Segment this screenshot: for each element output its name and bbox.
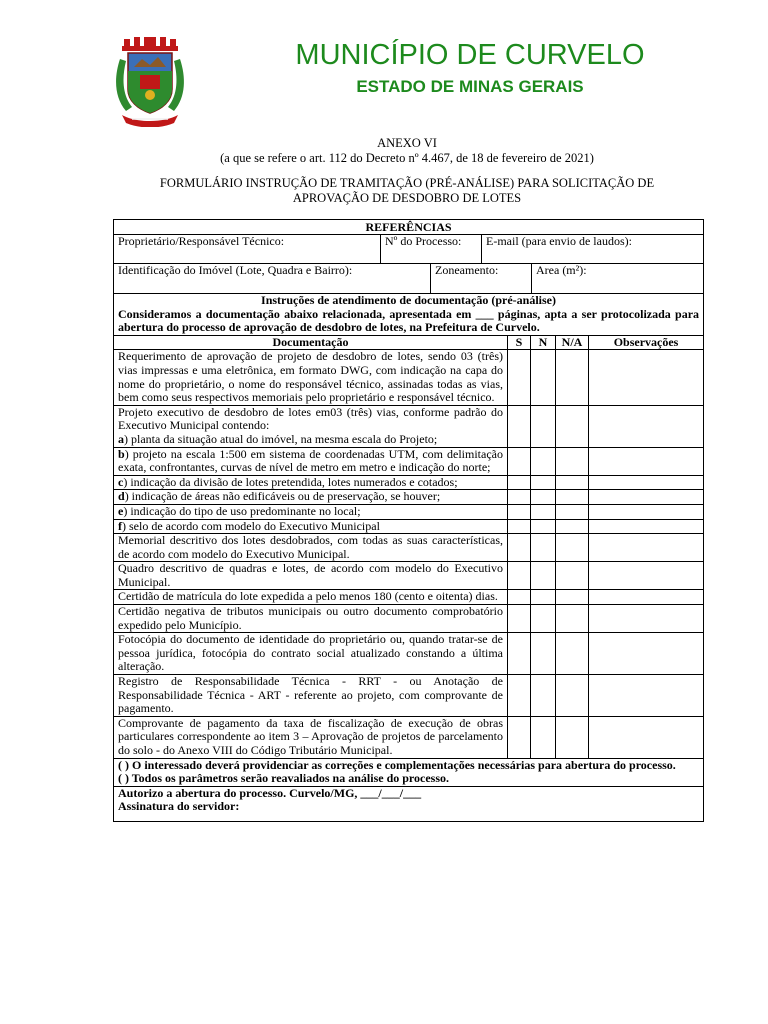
check-n[interactable] [531, 475, 556, 490]
check-n[interactable] [531, 562, 556, 590]
table-row [114, 562, 704, 590]
column-documentation: Documentação [114, 335, 508, 350]
check-s[interactable] [508, 490, 531, 505]
check-na[interactable] [556, 504, 589, 519]
check-n[interactable] [531, 504, 556, 519]
doc-blocks-table: Quadro descritivo de quadras e lotes, de acordo com modelo do Executivo Municipal. [114, 562, 508, 590]
doc-executive-project [114, 405, 508, 447]
observations-cell[interactable] [589, 605, 704, 633]
table-row [114, 675, 704, 717]
check-s[interactable] [508, 350, 531, 405]
table-row [114, 590, 704, 605]
authorization-section [114, 786, 704, 821]
check-s[interactable] [508, 633, 531, 675]
doc-technical-responsibility: Registro de Responsabilidade Técnica - RRT - ou Anotação de Responsabilidade Técnica - ART - referente ao projeto, com comprovante de pagamento. [114, 675, 508, 717]
check-s[interactable] [508, 534, 531, 562]
check-n[interactable] [531, 447, 556, 475]
column-observations: Observações [589, 335, 704, 350]
authorization-text[interactable]: Autorizo a abertura do processo. Curvelo/MG, ___/___/___ [118, 785, 422, 800]
table-row [114, 405, 704, 447]
observations-cell[interactable] [589, 405, 704, 447]
column-na: N/A [556, 335, 589, 350]
table-row [114, 504, 704, 519]
check-s[interactable] [508, 504, 531, 519]
doc-executive-project-intro: Projeto executivo de desdobro de lotes em03 (três) vias, conforme padrão do Executivo Municipal contendo: [118, 404, 503, 433]
observations-cell[interactable] [589, 519, 704, 534]
observations-cell[interactable] [589, 534, 704, 562]
checklist-table [113, 219, 704, 822]
check-s[interactable] [508, 605, 531, 633]
observations-cell[interactable] [589, 716, 704, 758]
check-n[interactable] [531, 605, 556, 633]
doc-request: Requerimento de aprovação de projeto de desdobro de lotes, sendo 03 (três) vias impressas e uma eletrônica, em formato DWG, com indicação na capa do nome do proprietário, o nome do responsável técnico, assinadas todas as vias, bem como seus respectivos memoriais pelo proprietário e responsável técnico. [114, 350, 508, 405]
table-row [114, 633, 704, 675]
check-s[interactable] [508, 675, 531, 717]
check-na[interactable] [556, 350, 589, 405]
check-s[interactable] [508, 590, 531, 605]
form-title-line-1: FORMULÁRIO INSTRUÇÃO DE TRAMITAÇÃO (PRÉ-ANÁLISE) PARA SOLICITAÇÃO DE [159, 176, 655, 190]
observations-cell[interactable] [589, 633, 704, 675]
notes-section [114, 758, 704, 786]
zoning-field[interactable]: Zoneamento: [430, 264, 531, 293]
municipal-coat-of-arms-icon [112, 37, 188, 127]
check-n[interactable] [531, 590, 556, 605]
doc-descriptive-memorial: Memorial descritivo dos lotes desdobrados, com todas as suas características, de acordo com modelo do Executivo Municipal. [114, 534, 508, 562]
observations-cell[interactable] [589, 675, 704, 717]
check-n[interactable] [531, 675, 556, 717]
check-n[interactable] [531, 633, 556, 675]
table-row [114, 605, 704, 633]
state-subtitle: ESTADO DE MINAS GERAIS [356, 77, 584, 96]
check-n[interactable] [531, 490, 556, 505]
doc-item-d: d) indicação de áreas não edificáveis ou de preservação, se houver; [114, 490, 508, 505]
instructions-heading: Instruções de atendimento de documentação (pré-análise) [261, 293, 557, 307]
check-na[interactable] [556, 405, 589, 447]
doc-item-f: f) selo de acordo com modelo do Executivo Municipal [114, 519, 508, 534]
check-na[interactable] [556, 590, 589, 605]
annex-number: ANEXO VI [377, 136, 437, 150]
instructions-text: Consideramos a documentação abaixo relacionada, apresentada em ___ páginas, apta a ser protocolizada para abertura do processo de aprovação de desdobro de lotes, na Prefeitura de Curvelo. [118, 306, 700, 335]
table-row [114, 447, 704, 475]
form-title-line-2: APROVAÇÃO DE DESDOBRO DE LOTES [292, 191, 522, 205]
doc-item-c: c) indicação da divisão de lotes pretendida, lotes numerados e cotados; [114, 475, 508, 490]
form-title [110, 176, 704, 206]
check-n[interactable] [531, 716, 556, 758]
check-n[interactable] [531, 519, 556, 534]
note-reevaluation-option[interactable]: ( ) Todos os parâmetros serão reavaliados na análise do processo. [118, 771, 450, 786]
check-na[interactable] [556, 447, 589, 475]
doc-fee-payment: Comprovante de pagamento da taxa de fiscalização de execução de obras particulares correspondente ao item 3 – Aprovação de projetos de parcelamento do solo - do Anexo VIII do Código Tributário Municipal. [114, 716, 508, 758]
check-n[interactable] [531, 534, 556, 562]
instructions-section [114, 294, 704, 336]
check-n[interactable] [531, 350, 556, 405]
references-section [114, 220, 704, 294]
observations-cell[interactable] [589, 350, 704, 405]
check-na[interactable] [556, 475, 589, 490]
check-s[interactable] [508, 562, 531, 590]
annex-header [110, 136, 704, 166]
table-row [114, 519, 704, 534]
check-na[interactable] [556, 519, 589, 534]
observations-cell[interactable] [589, 475, 704, 490]
doc-registry-certificate: Certidão de matrícula do lote expedida a pelo menos 180 (cento e oitenta) dias. [114, 590, 508, 605]
doc-item-b: b) projeto na escala 1:500 em sistema de coordenadas UTM, com delimitação exata, confrontantes, curvas de nível de metro em metro e indicação do norte; [114, 447, 508, 475]
doc-identity-copy: Fotocópia do documento de identidade do proprietário ou, quando tratar-se de pessoa jurídica, fotocópia do contrato social atualizado constando a última alteração. [114, 633, 508, 675]
references-heading: REFERÊNCIAS [114, 220, 703, 235]
check-s[interactable] [508, 475, 531, 490]
annex-reference: (a que se refere o art. 112 do Decreto nº 4.467, de 18 de fevereiro de 2021) [220, 151, 594, 165]
column-n: N [531, 335, 556, 350]
email-field[interactable]: E-mail (para envio de laudos): [481, 235, 703, 263]
check-s[interactable] [508, 447, 531, 475]
doc-item-e: e) indicação do tipo de uso predominante no local; [114, 504, 508, 519]
check-na[interactable] [556, 633, 589, 675]
check-na[interactable] [556, 675, 589, 717]
check-s[interactable] [508, 716, 531, 758]
column-s: S [508, 335, 531, 350]
observations-cell[interactable] [589, 504, 704, 519]
area-field[interactable]: Area (m²): [531, 264, 703, 293]
owner-field[interactable]: Proprietário/Responsável Técnico: [118, 234, 285, 248]
table-row [114, 716, 704, 758]
doc-item-a: a) planta da situação atual do imóvel, na mesma escala do Projeto; [118, 431, 438, 446]
observations-cell[interactable] [589, 447, 704, 475]
process-number-field[interactable]: Nº do Processo: [380, 235, 481, 263]
check-s[interactable] [508, 519, 531, 534]
doc-tax-certificate: Certidão negativa de tributos municipais ou outro documento comprobatório expedido pelo Município. [114, 605, 508, 633]
observations-cell[interactable] [589, 590, 704, 605]
note-corrections-option[interactable]: ( ) O interessado deverá providenciar as correções e complementações necessárias para abertura do processo. [118, 757, 676, 772]
observations-cell[interactable] [589, 490, 704, 505]
check-na[interactable] [556, 534, 589, 562]
check-n[interactable] [531, 405, 556, 447]
table-row [114, 475, 704, 490]
check-na[interactable] [556, 562, 589, 590]
column-header-row [114, 335, 704, 350]
table-row [114, 350, 704, 405]
signature-label[interactable]: Assinatura do servidor: [118, 799, 240, 814]
check-na[interactable] [556, 490, 589, 505]
table-row [114, 534, 704, 562]
check-na[interactable] [556, 605, 589, 633]
check-s[interactable] [508, 405, 531, 447]
observations-cell[interactable] [589, 562, 704, 590]
property-id-field[interactable]: Identificação do Imóvel (Lote, Quadra e Bairro): [118, 263, 353, 277]
check-na[interactable] [556, 716, 589, 758]
municipality-title: MUNICÍPIO DE CURVELO [295, 39, 645, 71]
table-row [114, 490, 704, 505]
